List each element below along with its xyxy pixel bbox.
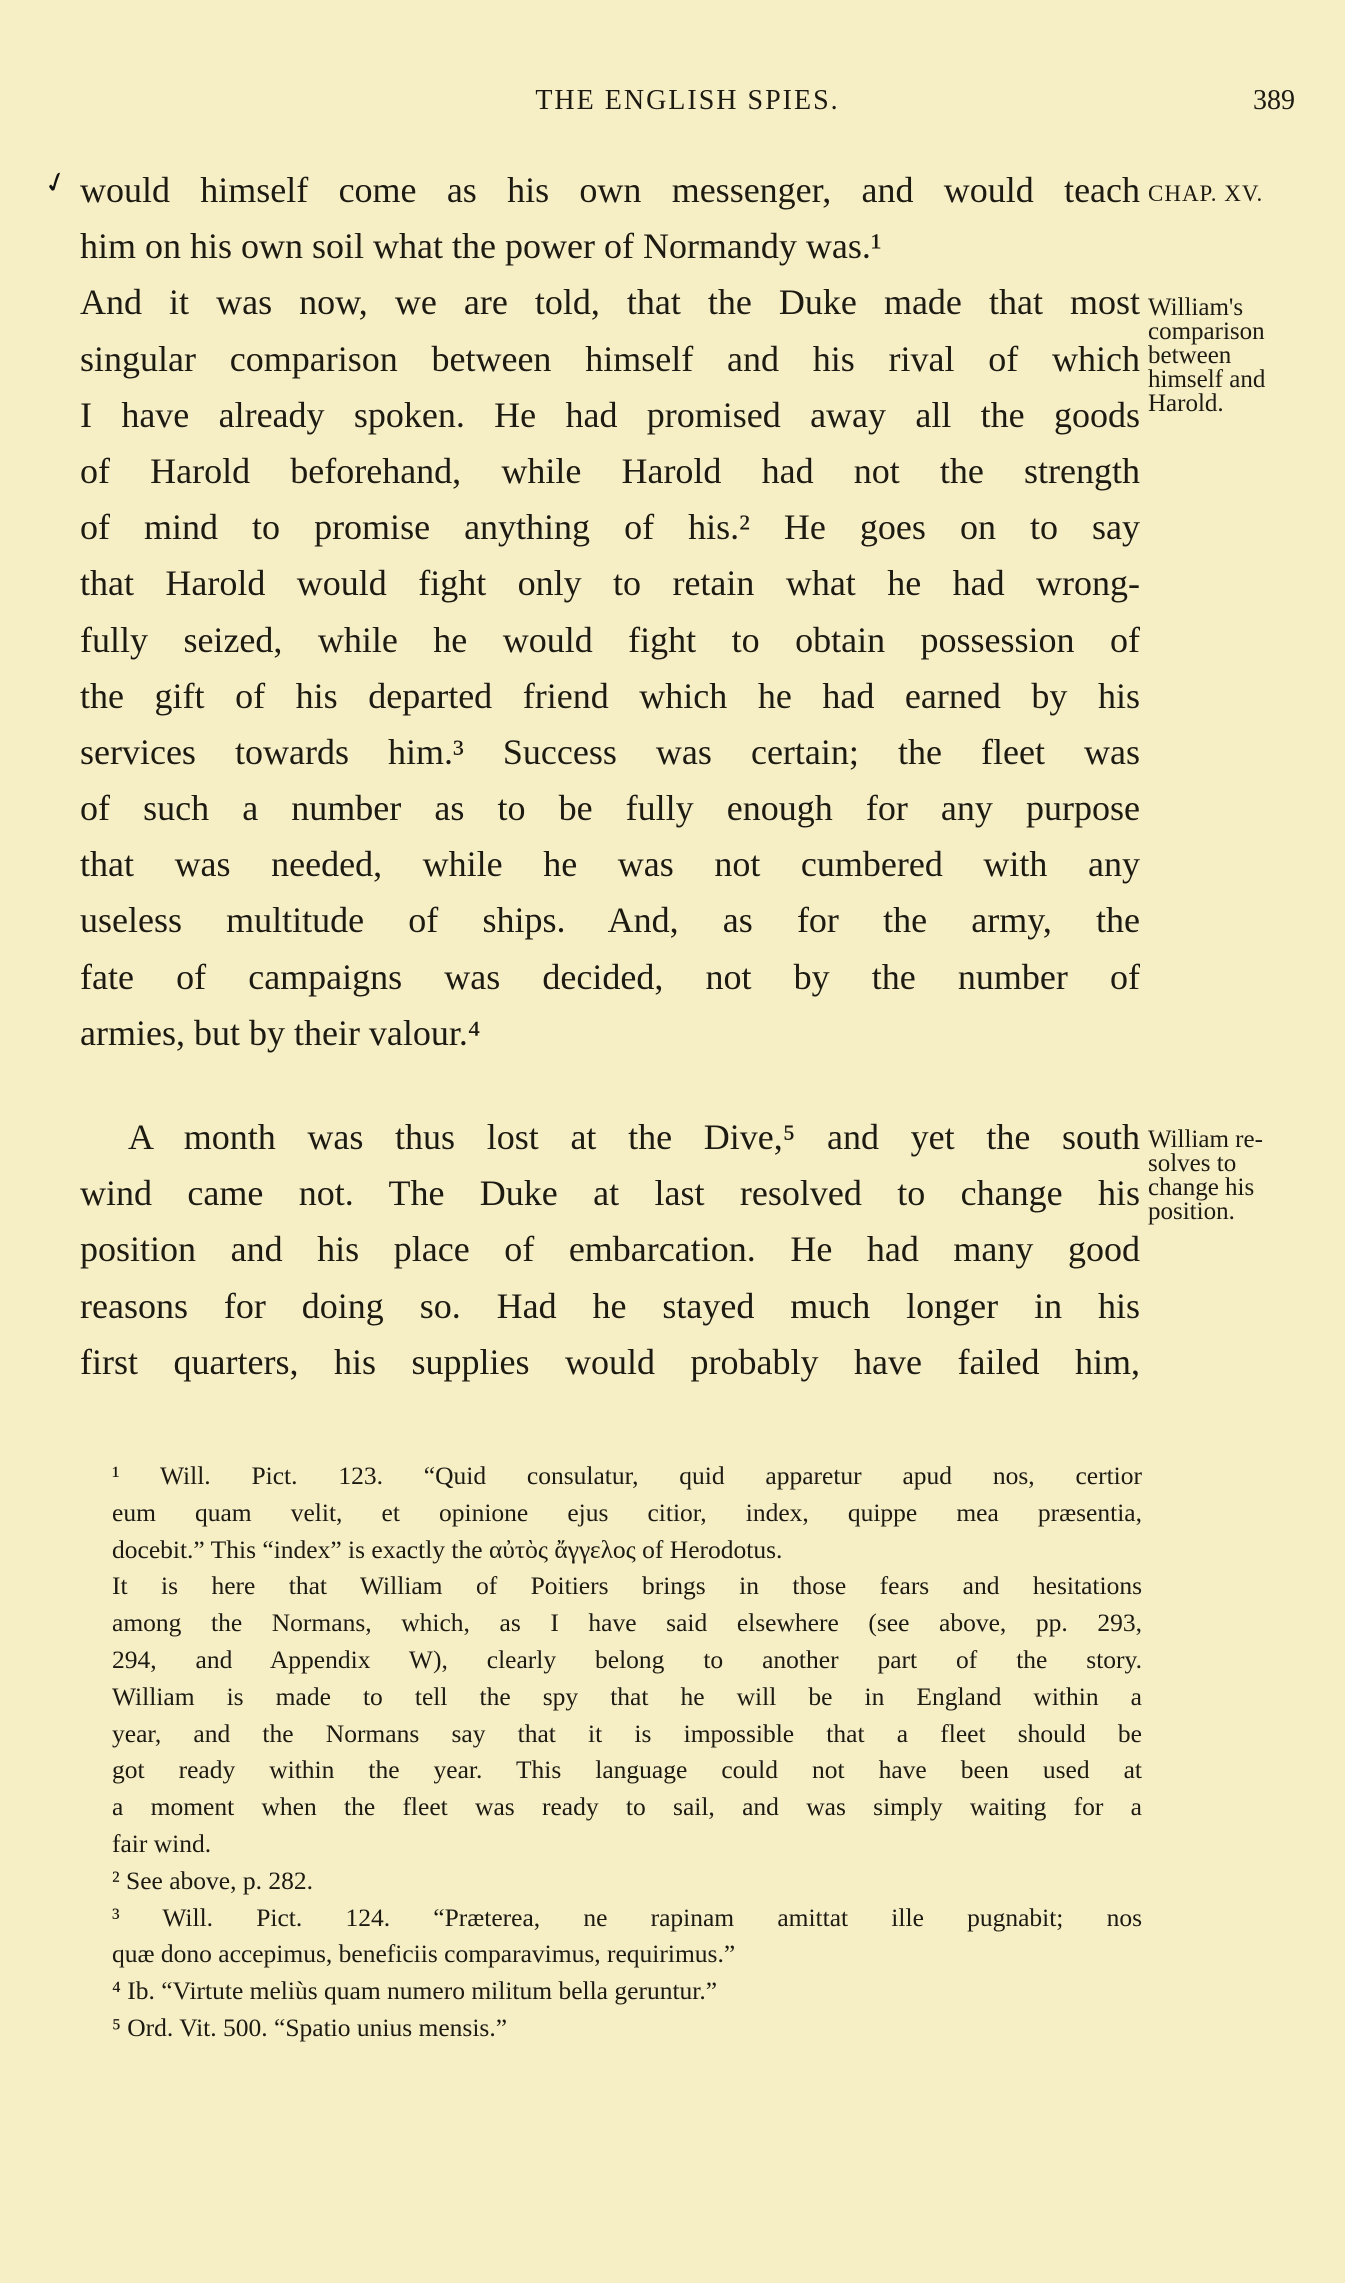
marginal-note-change-position [1148,1128,1338,1224]
body-line: fully seized, while he would fight to obtain possession of [80,619,1140,660]
body-line: of such a number as to be fully enough for any purpose [80,788,1140,829]
footnote-line: ⁵ Ord. Vit. 500. “Spatio unius mensis.” [112,2012,508,2042]
body-line: I have already spoken. He had promised away all the goods [80,394,1140,435]
marginal-note-line: William's [1148,294,1244,321]
footnote-line: ³ Will. Pict. 124. “Præterea, ne rapinam amittat ille pugnabit; nos [112,1902,1142,1932]
marginal-note-line: Harold. [1148,390,1224,417]
body-line: of Harold beforehand, while Harold had not the strength [80,450,1140,491]
body-text [80,162,1140,1390]
body-line: of mind to promise anything of his.² He goes on to say [80,507,1140,548]
running-title: THE ENGLISH SPIES. [535,85,840,116]
footnote-line: quæ dono accepimus, beneficiis comparavimus, requirimus.” [112,1939,736,1969]
check-mark-icon: ✓ [39,163,72,202]
body-line: position and his place of embarcation. He had many good [80,1229,1140,1270]
marginal-note-line: himself and [1148,366,1266,393]
body-line: And it was now, we are told, that the Duke made that most [80,282,1140,323]
page-number: 389 [1253,85,1295,116]
footnote-line: year, and the Normans say that it is impossible that a fleet should be [112,1718,1142,1748]
footnote-line: got ready within the year. This language could not have been used at [112,1755,1142,1785]
marginal-note-line: position. [1148,1198,1235,1225]
footnote-line: 294, and Appendix W), clearly belong to another part of the story. [112,1644,1142,1674]
footnotes [112,1458,1142,2047]
body-line: reasons for doing so. Had he stayed much longer in his [80,1285,1140,1326]
footnote-line: It is here that William of Poitiers brings in those fears and hesitations [112,1571,1142,1601]
body-line: armies, but by their valour.⁴ [80,1012,481,1053]
marginal-note-line: change his [1148,1174,1255,1201]
body-line: first quarters, his supplies would probably have failed him, [80,1341,1140,1382]
footnote-line: fair wind. [112,1828,212,1858]
body-line: useless multitude of ships. And, as for the army, the [80,900,1140,941]
footnote-line: ¹ Will. Pict. 123. “Quid consulatur, quid apparetur apud nos, certior [112,1461,1142,1490]
footnote-line: ² See above, p. 282. [112,1865,313,1895]
body-line: wind came not. The Duke at last resolved to change his [80,1173,1140,1214]
footnote-line: eum quam velit, et opinione ejus citior, index, quippe mea præsentia, [112,1497,1142,1527]
body-line: that was needed, while he was not cumbered with any [80,844,1140,885]
footnote-line: a moment when the fleet was ready to sail, and was simply waiting for a [112,1792,1142,1822]
body-line: that Harold would fight only to retain what he had wrong- [80,563,1140,604]
footnote-line: docebit.” This “index” is exactly the αὐτὸς ἄγγελος of Herodotus. [112,1534,783,1564]
running-head [80,85,1295,135]
marginal-note-line: solves to [1148,1150,1237,1177]
marginal-note-line: comparison [1148,318,1265,345]
body-line: fate of campaigns was decided, not by the number of [80,956,1140,997]
marginal-note-line: between [1148,342,1232,369]
body-line: A month was thus lost at the Dive,⁵ and yet the south [128,1117,1140,1157]
footnote-line: among the Normans, which, as I have said elsewhere (see above, pp. 293, [112,1608,1142,1638]
paragraph-gap [80,1061,1140,1109]
body-line: the gift of his departed friend which he had earned by his [80,675,1140,716]
body-line: singular comparison between himself and his rival of which [80,338,1140,379]
body-line: would himself come as his own messenger, and would teach [80,170,1140,210]
marginal-note-line: William re- [1148,1126,1263,1153]
body-line: services towards him.³ Success was certain; the fleet was [80,731,1140,772]
footnote-line: William is made to tell the spy that he will be in England within a [112,1681,1142,1711]
chapter-marginal: CHAP. XV. [1148,181,1264,206]
body-line: him on his own soil what the power of Normandy was.¹ [80,226,882,267]
footnote-line: ⁴ Ib. “Virtute meliùs quam numero militum bella geruntur.” [112,1976,718,2006]
marginal-note-comparison [1148,296,1338,416]
